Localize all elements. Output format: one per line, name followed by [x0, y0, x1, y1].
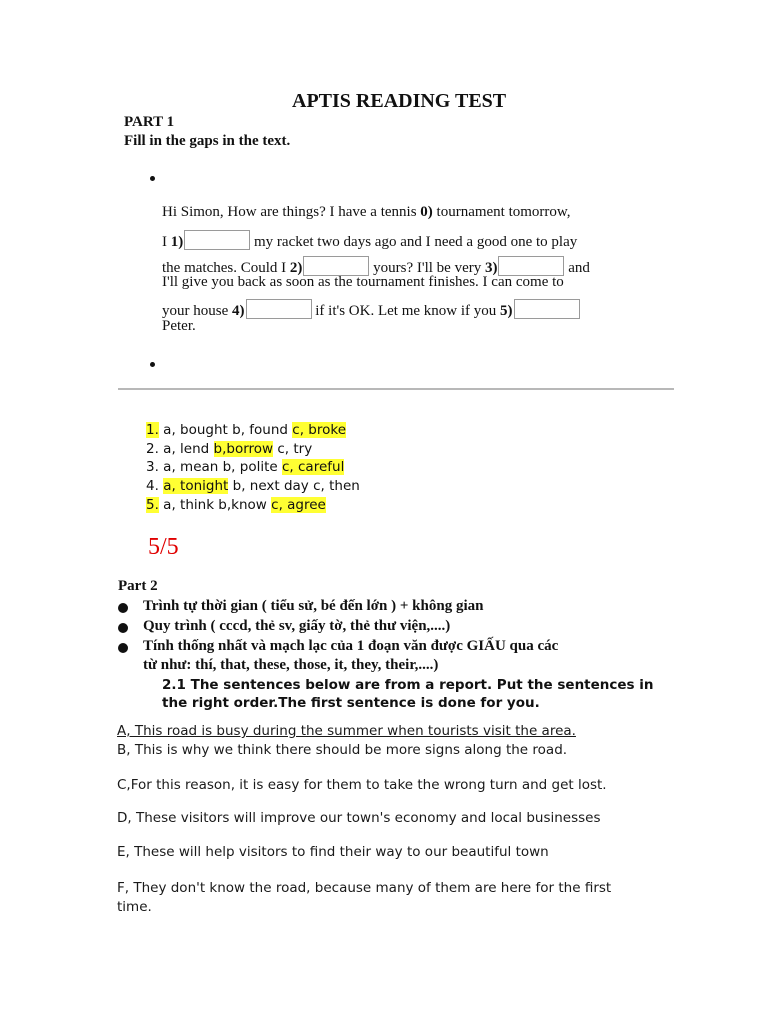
sentence-f-cont: time. — [117, 899, 152, 915]
part2-bullet-3-cont: từ như: thí, that, these, those, it, they, their,....) — [143, 657, 439, 673]
answer-number: 4. — [146, 478, 159, 494]
letter-line-4: I'll give you back as soon as the tournament finishes. I can come to — [162, 274, 564, 290]
answer-selected: c, agree — [271, 497, 326, 513]
answer-row-5 — [146, 497, 326, 513]
part1-instruction: Fill in the gaps in the text. — [124, 133, 291, 149]
bullet-dot — [118, 643, 128, 653]
sentence-b: B, This is why we think there should be more signs along the road. — [117, 742, 568, 758]
answer-options: a, think b,know — [158, 497, 272, 513]
score: 5/5 — [148, 534, 179, 560]
answer-number: 5. — [146, 497, 159, 513]
part2-bullet-3: Tính thống nhất và mạch lạc của 1 đoạn văn được GIẤU qua các — [143, 638, 559, 654]
letter-line-5 — [162, 299, 580, 320]
answer-selected: a, tonight — [163, 478, 229, 494]
bullet-dot — [150, 362, 155, 367]
sentence-c: C,For this reason, it is easy for them to take the wrong turn and get lost. — [117, 777, 607, 793]
answer-selected: c, careful — [282, 459, 345, 475]
answer-row-2 — [146, 441, 312, 457]
letter-signature: Peter. — [162, 318, 196, 334]
answer-options: a, mean b, polite — [158, 459, 282, 475]
gap-input-3[interactable] — [498, 256, 564, 276]
gap-input-2[interactable] — [303, 256, 369, 276]
gap-number-0: 0) — [420, 204, 433, 220]
part2-heading: Part 2 — [118, 578, 158, 594]
answer-row-4 — [146, 478, 360, 494]
gap-number-2: 2) — [289, 260, 303, 276]
sentence-e: E, These will help visitors to find their way to our beautiful town — [117, 844, 549, 860]
letter-text-segment: if it's OK. Let me know if you — [311, 303, 501, 319]
section-divider — [118, 388, 674, 390]
gap-number-5: 5) — [500, 303, 513, 319]
sentence-d: D, These visitors will improve our town's economy and local businesses — [117, 810, 601, 826]
answer-number: 3. — [146, 459, 159, 475]
letter-line-1 — [162, 204, 571, 221]
page-title: APTIS READING TEST — [292, 90, 507, 112]
sentence-a: A, This road is busy during the summer when tourists visit the area. — [117, 723, 576, 739]
answer-options: b, next day c, then — [228, 478, 360, 494]
answer-number: 2. — [146, 441, 159, 457]
letter-text-segment: the matches. Could I — [162, 260, 290, 276]
answer-selected: b,borrow — [213, 441, 274, 457]
gap-number-1: 1) — [170, 234, 184, 250]
task-instruction-line-2: the right order.The first sentence is done for you. — [162, 695, 540, 711]
letter-line-2 — [162, 230, 577, 251]
gap-input-4[interactable] — [246, 299, 312, 319]
part1-heading: PART 1 — [124, 114, 175, 130]
sentence-f: F, They don't know the road, because many of them are here for the first — [117, 880, 612, 896]
letter-text-segment: tournament tomorrow, — [432, 204, 571, 220]
answer-options: a, bought b, found — [158, 422, 293, 438]
gap-input-1[interactable] — [184, 230, 250, 250]
letter-text-segment: I — [162, 234, 171, 250]
gap-number-3: 3) — [484, 260, 498, 276]
letter-text-segment: Hi Simon, How are things? I have a tennis — [162, 204, 421, 220]
letter-text-segment: your house — [162, 303, 232, 319]
answer-selected: c, broke — [292, 422, 347, 438]
answer-options: c, try — [273, 441, 313, 457]
letter-text-segment: my racket two days ago and I need a good one to play — [250, 234, 578, 250]
answer-options: a, lend — [158, 441, 214, 457]
answer-number: 1. — [146, 422, 159, 438]
gap-input-5[interactable] — [514, 299, 580, 319]
letter-text-segment: and — [564, 260, 590, 276]
bullet-dot — [150, 176, 155, 181]
answer-row-3 — [146, 459, 344, 475]
part2-bullet-2: Quy trình ( cccd, thẻ sv, giấy tờ, thẻ thư viện,....) — [143, 618, 451, 634]
bullet-dot — [118, 603, 128, 613]
answer-row-1 — [146, 422, 346, 438]
gap-number-4: 4) — [232, 303, 245, 319]
task-instruction-line-1: 2.1 The sentences below are from a report. Put the sentences in — [162, 677, 654, 693]
letter-text-segment: yours? I'll be very — [369, 260, 485, 276]
bullet-dot — [118, 623, 128, 633]
part2-bullet-1: Trình tự thời gian ( tiểu sử, bé đến lớn ) + không gian — [143, 598, 484, 614]
